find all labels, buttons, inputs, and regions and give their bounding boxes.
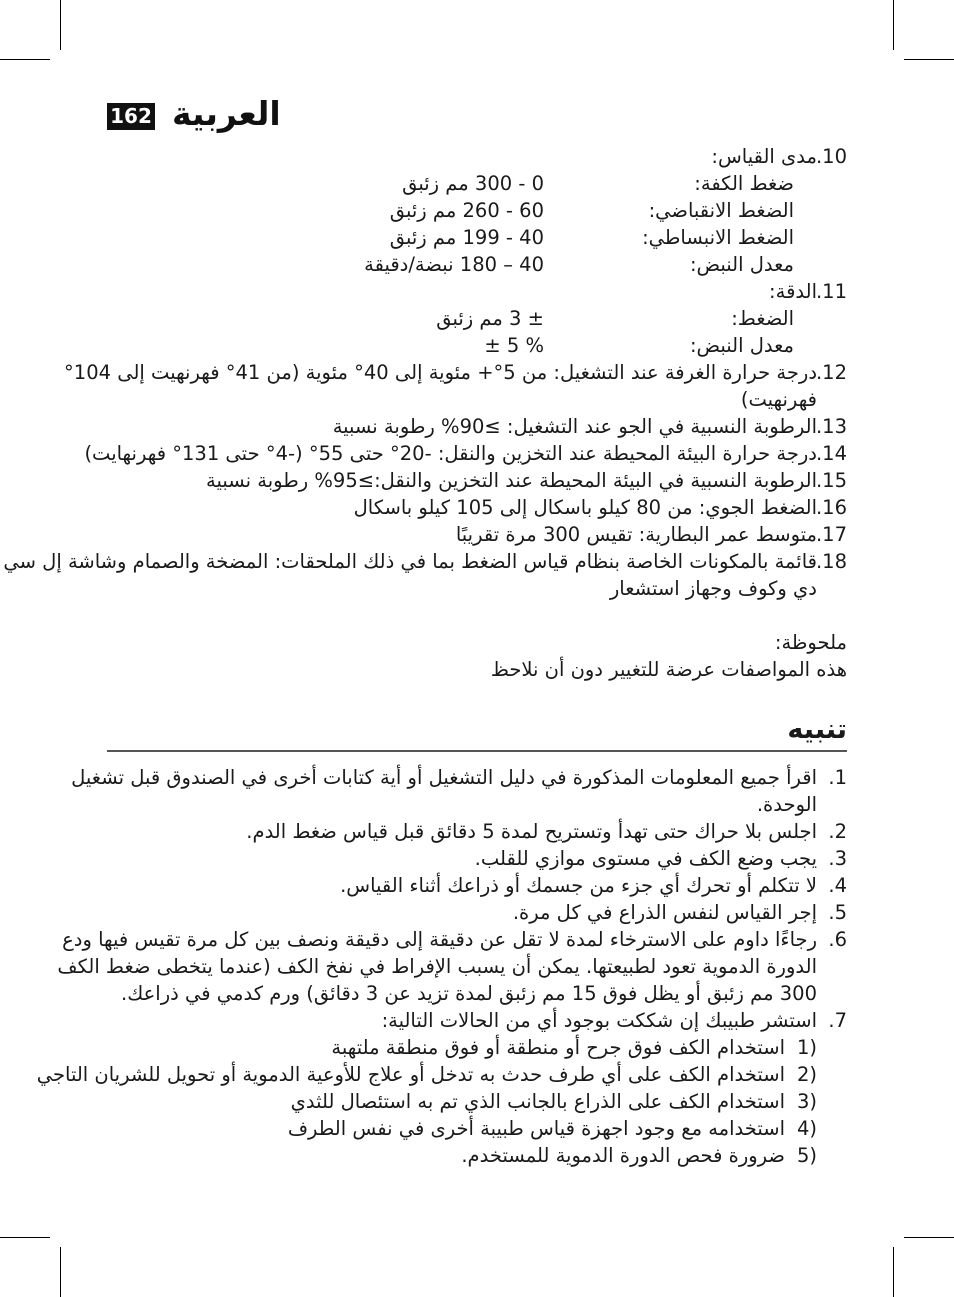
spec-row: [0, 306, 954, 332]
item-number: 16.: [815, 496, 847, 519]
item-text: فهرنهيت): [740, 388, 817, 411]
item-number: 10.: [815, 145, 847, 168]
spec-value: ± 3 مم زئبق: [436, 307, 544, 330]
item-text: ضرورة فحص الدورة الدموية للمستخدم.: [461, 1144, 785, 1167]
crop-mark: [60, 1247, 61, 1297]
caution-item-1-cont: [107, 792, 847, 818]
note-title: ملحوظة:: [774, 631, 847, 654]
item-text: استخدام الكف على أي طرف حدث به تدخل أو علاج للأوعية الدموية أو تحويل للشريان التاجي: [36, 1063, 785, 1086]
item-text: درجة حرارة البيئة المحيطة عند التخزين والنقل: -20° حتى 55° (-4° حتى 131° فهرنهايت): [84, 442, 817, 465]
spec-label: الضغط:: [731, 307, 794, 330]
condition-item-5: [107, 1143, 847, 1169]
item-text: الوحدة.: [756, 793, 817, 816]
condition-item-4: [107, 1116, 847, 1142]
item-number: (2: [796, 1063, 817, 1086]
spec-label: معدل النبض:: [689, 253, 794, 276]
spec-value: ± 5 %: [484, 334, 544, 357]
condition-item-1: [107, 1035, 847, 1061]
item-text: رجاءًا داوم على الاسترخاء لمدة لا تقل عن دقيقة إلى دقيقة ونصف بين كل مرة تقيس فيها ودع: [62, 928, 817, 951]
item-text: استخدامه مع وجود اجهزة قياس طبيبة أخرى في نفس الطرف: [287, 1117, 785, 1140]
item-number: (1: [796, 1036, 817, 1059]
item-number: 1.: [828, 766, 847, 789]
crop-mark: [0, 1237, 50, 1238]
item-text: متوسط عمر البطارية: تقيس 300 مرة تقريبًا: [455, 523, 817, 546]
item-text: استشر طبيبك إن شككت بوجود أي من الحالات التالية:: [381, 1009, 817, 1032]
crop-mark: [60, 0, 61, 50]
item-text: استخدام الكف على الذراع بالجانب الذي تم به استئصال للثدي: [290, 1090, 785, 1113]
item-text: اقرأ جميع المعلومات المذكورة في دليل التشغيل أو أية كتابات أخرى في الصندوق قبل تشغيل: [71, 766, 817, 789]
item-number: 11.: [815, 280, 847, 303]
caution-item-4: [107, 873, 847, 899]
caution-item-1: [71, 765, 847, 791]
item-text: دي وكوف وجهاز استشعار: [609, 577, 817, 600]
spec-label: الضغط الانقباضي:: [648, 199, 794, 222]
item-number: (5: [796, 1144, 817, 1167]
item-text: اجلس بلا حراك حتى تهدأ وتستريح لمدة 5 دقائق قبل قياس ضغط الدم.: [246, 820, 817, 843]
item-number: 7.: [828, 1009, 847, 1032]
item-text: لا تتكلم أو تحرك أي جزء من جسمك أو ذراعك أثناء القياس.: [340, 874, 817, 897]
crop-mark: [904, 1237, 954, 1238]
item-text: يجب وضع الكف في مستوى موازي للقلب.: [474, 847, 817, 870]
spec-label: الضغط الانبساطي:: [642, 226, 794, 249]
spec-label: ضغط الكفة:: [694, 172, 794, 195]
condition-item-3: [107, 1089, 847, 1115]
spec-value: 0 - 300 مم زئبق: [402, 172, 544, 195]
item-text: درجة حرارة الغرفة عند التشغيل: من 5°+ مئوية إلى 40° مئوية (من 41° فهرنهيت إلى 104°: [64, 361, 817, 384]
caution-item-5: [107, 900, 847, 926]
crop-mark: [0, 59, 50, 60]
caution-item-6: [62, 927, 847, 953]
caution-item-2: [107, 819, 847, 845]
item-text: الدورة الدموية تعود لطبيعتها. يمكن أن يسبب الإفراط في نفخ الكف (عندما يتخطى ضغط الكف: [57, 955, 817, 978]
item-text: الضغط الجوي: من 80 كيلو باسكال إلى 105 كيلو باسكال: [353, 496, 817, 519]
caution-heading: تنبيه: [787, 714, 847, 745]
item-text: 300 مم زئبق أو يظل فوق 15 مم زئبق لمدة تزيد عن 3 دقائق) ورم كدمي في ذراعك.: [121, 982, 817, 1005]
caution-item-7: [107, 1008, 847, 1034]
spec-row: [0, 333, 954, 359]
section-title: العربية: [172, 94, 281, 133]
item-title: الدقة:: [769, 280, 817, 303]
item-text: الرطوبة النسبية في البيئة المحيطة عند التخزين والنقل:≥95% رطوبة نسبية: [206, 469, 817, 492]
item-text: الرطوبة النسبية في الجو عند التشغيل: ≥90% رطوبة نسبية: [332, 415, 817, 438]
divider: [107, 750, 847, 752]
spec-row: [0, 198, 954, 224]
item-number: 18.: [815, 550, 847, 573]
item-number: (3: [796, 1090, 817, 1113]
spec-value: 40 - 199 مم زئبق: [389, 226, 544, 249]
spec-value: 60 - 260 مم زئبق: [389, 199, 544, 222]
item-number: 14.: [815, 442, 847, 465]
spec-row: [0, 252, 954, 278]
spec-row: [0, 225, 954, 251]
item-text: استخدام الكف فوق جرح أو منطقة أو فوق منطقة ملتهبة: [331, 1036, 785, 1059]
crop-mark: [893, 1247, 894, 1297]
spec-value: 40 – 180 نبضة/دقيقة: [364, 253, 544, 276]
spec-label: معدل النبض:: [689, 334, 794, 357]
note-text: هذه المواصفات عرضة للتغيير دون أن نلاحظ: [490, 658, 847, 681]
crop-mark: [893, 0, 894, 50]
crop-mark: [904, 59, 954, 60]
item-number: 13.: [815, 415, 847, 438]
item-number: 5.: [828, 901, 847, 924]
item-text: قائمة بالمكونات الخاصة بنظام قياس الضغط بما في ذلك الملحقات: المضخة والصمام وشاشة إل سي: [3, 550, 817, 573]
item-number: 17.: [815, 523, 847, 546]
item-number: 12.: [815, 361, 847, 384]
item-number: 6.: [828, 928, 847, 951]
caution-item-6-cont: [57, 954, 847, 980]
condition-item-2: [36, 1062, 847, 1088]
item-number: 3.: [828, 847, 847, 870]
item-number: 4.: [828, 874, 847, 897]
item-title: مدى القياس:: [711, 145, 817, 168]
caution-item-6-cont: [107, 981, 847, 1007]
page-number: 162: [107, 103, 155, 130]
caution-item-3: [107, 846, 847, 872]
item-text: إجر القياس لنفس الذراع في كل مرة.: [512, 901, 817, 924]
spec-row: [0, 171, 954, 197]
item-number: (4: [796, 1117, 817, 1140]
item-number: 2.: [828, 820, 847, 843]
item-number: 15.: [815, 469, 847, 492]
